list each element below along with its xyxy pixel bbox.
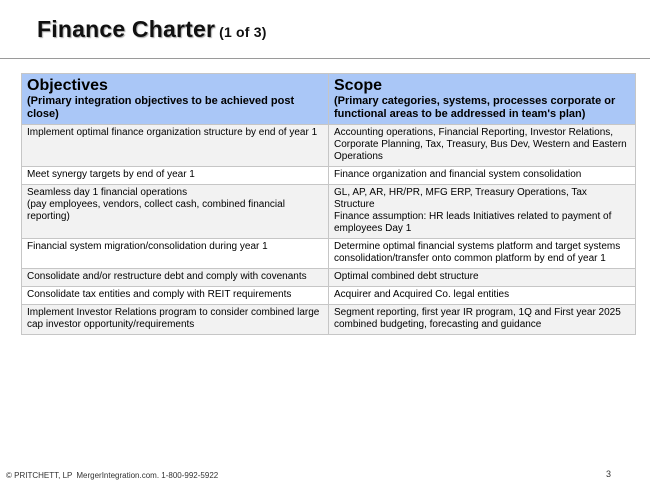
scope-cell: [329, 185, 636, 239]
title-bar: [0, 0, 650, 59]
objective-cell: [22, 305, 329, 335]
objective-cell: [22, 167, 329, 185]
header-row: [22, 74, 636, 125]
table-row: [22, 269, 636, 287]
objective-text: Implement Investor Relations program to consider combined large cap investor opportunity/requirements: [27, 307, 320, 330]
footer: [6, 471, 218, 480]
objective-text: Seamless day 1 financial operations: [27, 187, 188, 198]
objective-text: Implement optimal finance organization structure by end of year 1: [27, 127, 318, 138]
scope-text: Determine optimal financial systems platform and target systems consolidation/transfer onto common platform by end of year 1: [334, 241, 621, 264]
objective-cell: [22, 185, 329, 239]
table-row: [22, 305, 636, 335]
table-row: [22, 185, 636, 239]
scope-cell: [329, 167, 636, 185]
page-title-suffix: (1 of 3): [219, 24, 267, 40]
objective-cell: [22, 287, 329, 305]
objectives-header-title: Objectives: [27, 77, 108, 94]
objectives-header: [22, 74, 329, 125]
table-row: [22, 239, 636, 269]
objective-text: Meet synergy targets by end of year 1: [27, 169, 195, 180]
scope-cell: [329, 287, 636, 305]
scope-text: GL, AP, AR, HR/PR, MFG ERP, Treasury Operations, Tax Structure: [334, 187, 587, 210]
charter-table: [21, 73, 636, 335]
objectives-header-subtitle: (Primary integration objectives to be achieved post close): [27, 95, 295, 120]
objective-text: Consolidate and/or restructure debt and comply with covenants: [27, 271, 307, 282]
scope-text: Optimal combined debt structure: [334, 271, 479, 282]
objective-text: Financial system migration/consolidation during year 1: [27, 241, 268, 252]
objective-detail-text: (pay employees, vendors, collect cash, combined financial reporting): [27, 199, 285, 222]
scope-cell: [329, 125, 636, 167]
scope-detail-text: Finance assumption: HR leads Initiatives related to payment of employees Day 1: [334, 211, 612, 234]
footer-copyright: © PRITCHETT, LP: [6, 471, 73, 480]
footer-contact: MergerIntegration.com. 1-800-992-5922: [76, 471, 219, 480]
scope-header-title: Scope: [334, 77, 383, 94]
table-row: [22, 125, 636, 167]
page-title-text: Finance Charter: [37, 16, 216, 42]
scope-text: Segment reporting, first year IR program, 1Q and First year 2025 combined budgeting, forecasting and guidance: [334, 307, 621, 330]
scope-cell: [329, 305, 636, 335]
objective-text: Consolidate tax entities and comply with REIT requirements: [27, 289, 292, 300]
scope-cell: [329, 239, 636, 269]
objective-cell: [22, 239, 329, 269]
table-row: [22, 287, 636, 305]
scope-header-subtitle: (Primary categories, systems, processes corporate or functional areas to be addressed in team's plan): [334, 95, 616, 120]
table-row: [22, 167, 636, 185]
scope-header: [329, 74, 636, 125]
scope-text: Acquirer and Acquired Co. legal entities: [334, 289, 510, 300]
scope-text: Finance organization and financial system consolidation: [334, 169, 582, 180]
objective-cell: [22, 269, 329, 287]
page-title: [37, 16, 267, 43]
objective-cell: [22, 125, 329, 167]
scope-text: Accounting operations, Financial Reporting, Investor Relations, Corporate Planning, Tax, Treasury, Bus Dev, Western and Eastern Operations: [334, 127, 627, 162]
page-number: 3: [606, 469, 612, 479]
scope-cell: [329, 269, 636, 287]
